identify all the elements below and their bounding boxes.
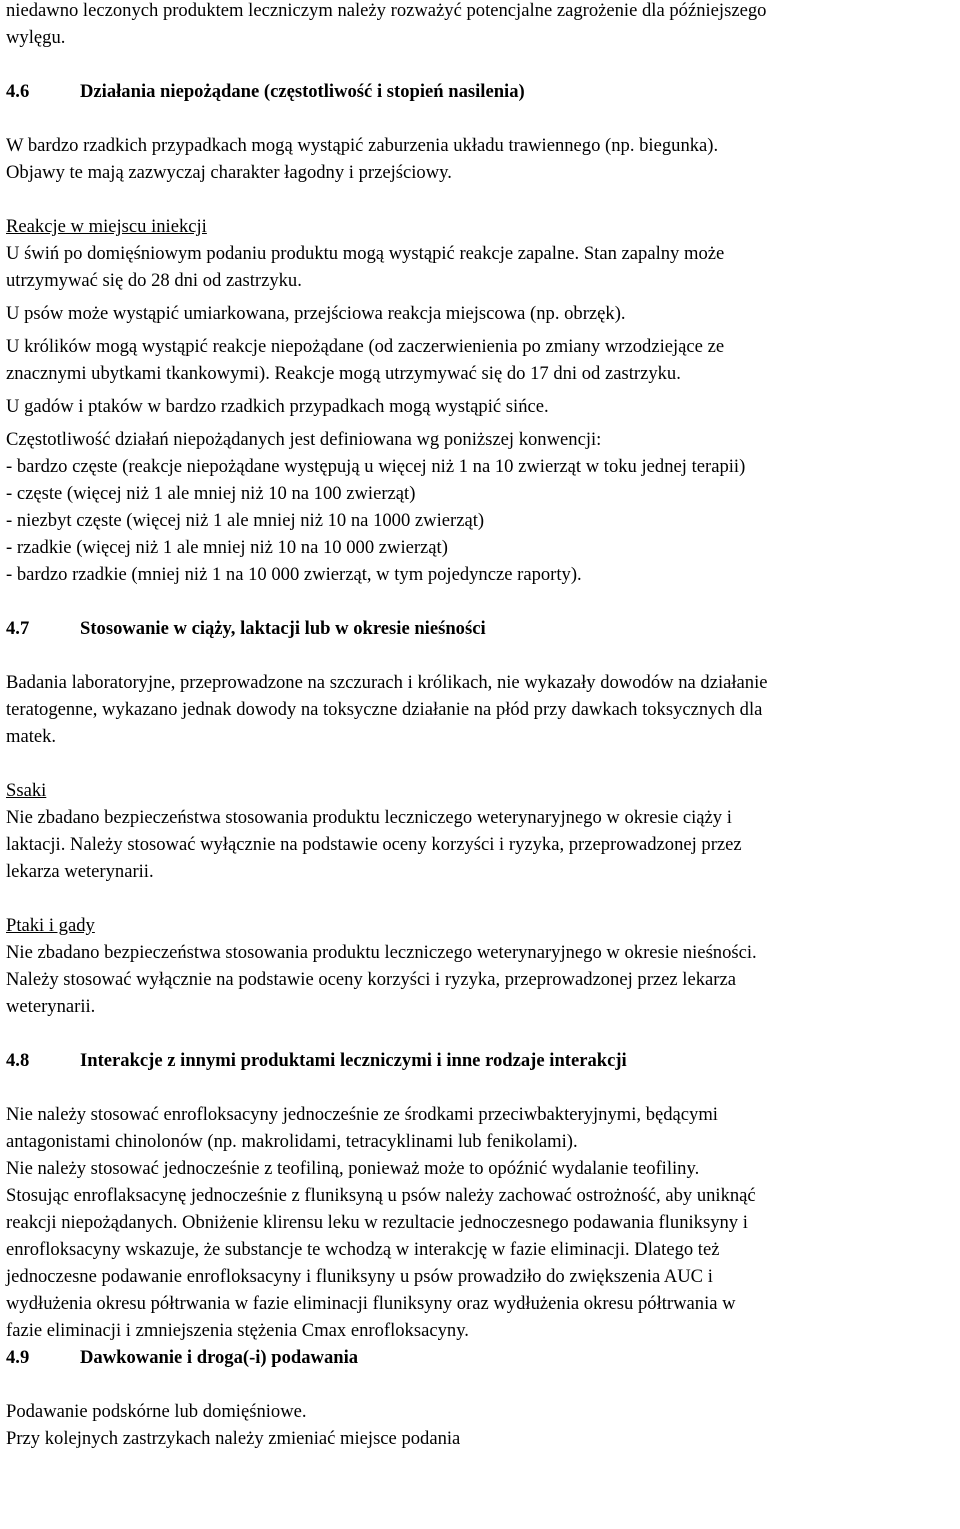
text-line: Podawanie podskórne lub domięśniowe. [6, 1401, 307, 1422]
text-line: Nie należy stosować jednocześnie z teofiliną, ponieważ może to opóźnić wydalanie teofiliny. [6, 1158, 700, 1179]
document-page [6, 0, 954, 1452]
text-line: wydłużenia okresu półtrwania w fazie eliminacji fluniksyny oraz wydłużenia okresu półtrwania w [6, 1293, 736, 1314]
text-line: Badania laboratoryjne, przeprowadzone na szczurach i królikach, nie wykazały dowodów na działanie [6, 672, 768, 693]
text-line: teratogenne, wykazano jednak dowody na toksyczne działanie na płód przy dawkach toksycznych dla [6, 699, 763, 720]
text-line: weterynarii. [6, 996, 96, 1017]
text-line: matek. [6, 726, 57, 747]
section-title: Stosowanie w ciąży, laktacji lub w okresie nieśności [80, 618, 486, 639]
text-line: reakcji niepożądanych. Obniżenie klirensu leku w rezultacie jednoczesnego podawania fluniksyny i [6, 1212, 748, 1233]
text-line: lekarza weterynarii. [6, 861, 154, 882]
list-item: - częste (więcej niż 1 ale mniej niż 10 na 100 zwierząt) [6, 483, 416, 504]
list-item: - bardzo częste (reakcje niepożądane występują u więcej niż 1 na 10 zwierząt w toku jednej terapii) [6, 456, 746, 477]
paragraph [6, 1398, 954, 1452]
section-number: 4.9 [6, 1347, 30, 1368]
subsection-title-text: Reakcje w miejscu iniekcji [6, 216, 207, 237]
paragraph [6, 1101, 954, 1344]
text-line: znacznymi ubytkami tkankowymi). Reakcje mogą utrzymywać się do 17 dni od zastrzyku. [6, 363, 681, 384]
subsection-title [6, 777, 954, 804]
text-line: U gadów i ptaków w bardzo rzadkich przypadkach mogą wystąpić sińce. [6, 396, 549, 417]
subsection-title-text: Ptaki i gady [6, 915, 95, 936]
subsection-title-text: Ssaki [6, 780, 47, 801]
section-title: Działania niepożądane (częstotliwość i stopień nasilenia) [80, 81, 525, 102]
list-item: - bardzo rzadkie (mniej niż 1 na 10 000 zwierząt, w tym pojedyncze raporty). [6, 564, 582, 585]
text-line: utrzymywać się do 28 dni od zastrzyku. [6, 270, 302, 291]
list-item: - rzadkie (więcej niż 1 ale mniej niż 10 na 10 000 zwierząt) [6, 537, 448, 558]
paragraph [6, 300, 954, 327]
list-item: - niezbyt częste (więcej niż 1 ale mniej niż 10 na 1000 zwierząt) [6, 510, 485, 531]
text-line: U świń po domięśniowym podaniu produktu mogą wystąpić reakcje zapalne. Stan zapalny może [6, 243, 725, 264]
text-line: W bardzo rzadkich przypadkach mogą wystąpić zaburzenia układu trawiennego (np. biegunka). [6, 135, 719, 156]
section-heading-4-8 [6, 1047, 954, 1074]
text-line: Objawy te mają zazwyczaj charakter łagodny i przejściowy. [6, 162, 452, 183]
section-heading-4-7 [6, 615, 954, 642]
section-heading-4-9 [6, 1344, 954, 1371]
text-line: Nie zbadano bezpieczeństwa stosowania produktu leczniczego weterynaryjnego w okresie ciąży i [6, 807, 732, 828]
text-line: Nie należy stosować enrofloksacyny jednocześnie ze środkami przeciwbakteryjnymi, będącymi [6, 1104, 718, 1125]
text-line: laktacji. Należy stosować wyłącznie na podstawie oceny korzyści i ryzyka, przeprowadzonej przez [6, 834, 742, 855]
paragraph [6, 804, 954, 885]
subsection-title [6, 213, 954, 240]
text-line: antagonistami chinolonów (np. makrolidami, tetracyklinami lub fenikolami). [6, 1131, 578, 1152]
text-line: U psów może wystąpić umiarkowana, przejściowa reakcja miejscowa (np. obrzęk). [6, 303, 626, 324]
text-line: Przy kolejnych zastrzykach należy zmieniać miejsce podania [6, 1428, 461, 1449]
paragraph [6, 132, 954, 186]
section-title: Interakcje z innymi produktami leczniczymi i inne rodzaje interakcji [80, 1050, 627, 1071]
text-line: enrofloksacyny wskazuje, że substancje te wchodzą w interakcję w fazie eliminacji. Dlatego też [6, 1239, 720, 1260]
frequency-definitions [6, 426, 954, 588]
section-heading-4-6 [6, 78, 954, 105]
text-line: jednoczesne podawanie enrofloksacyny i fluniksyny u psów prowadziło do zwiększenia AUC i [6, 1266, 713, 1287]
text-line: Stosując enroflaksacynę jednocześnie z fluniksyną u psów należy zachować ostrożność, aby uniknąć [6, 1185, 756, 1206]
section-number: 4.7 [6, 618, 30, 639]
text-line: Nie zbadano bezpieczeństwa stosowania produktu leczniczego weterynaryjnego w okresie nieśności. [6, 942, 757, 963]
paragraph [6, 240, 954, 294]
text-line: niedawno leczonych produktem leczniczym należy rozważyć potencjalne zagrożenie dla późniejszego [6, 0, 767, 21]
text-line: Częstotliwość działań niepożądanych jest definiowana wg poniższej konwencji: [6, 429, 602, 450]
paragraph [6, 393, 954, 420]
intro-paragraph [6, 0, 954, 51]
paragraph [6, 939, 954, 1020]
paragraph [6, 669, 954, 750]
section-number: 4.6 [6, 81, 30, 102]
text-line: fazie eliminacji i zmniejszenia stężenia Cmax enrofloksacyny. [6, 1320, 469, 1341]
text-line: wylęgu. [6, 27, 66, 48]
text-line: U królików mogą wystąpić reakcje niepożądane (od zaczerwienienia po zmiany wrzodziejące ze [6, 336, 725, 357]
text-line: Należy stosować wyłącznie na podstawie oceny korzyści i ryzyka, przeprowadzonej przez lekarza [6, 969, 736, 990]
section-number: 4.8 [6, 1050, 30, 1071]
paragraph [6, 333, 954, 387]
subsection-title [6, 912, 954, 939]
section-title: Dawkowanie i droga(-i) podawania [80, 1347, 359, 1368]
